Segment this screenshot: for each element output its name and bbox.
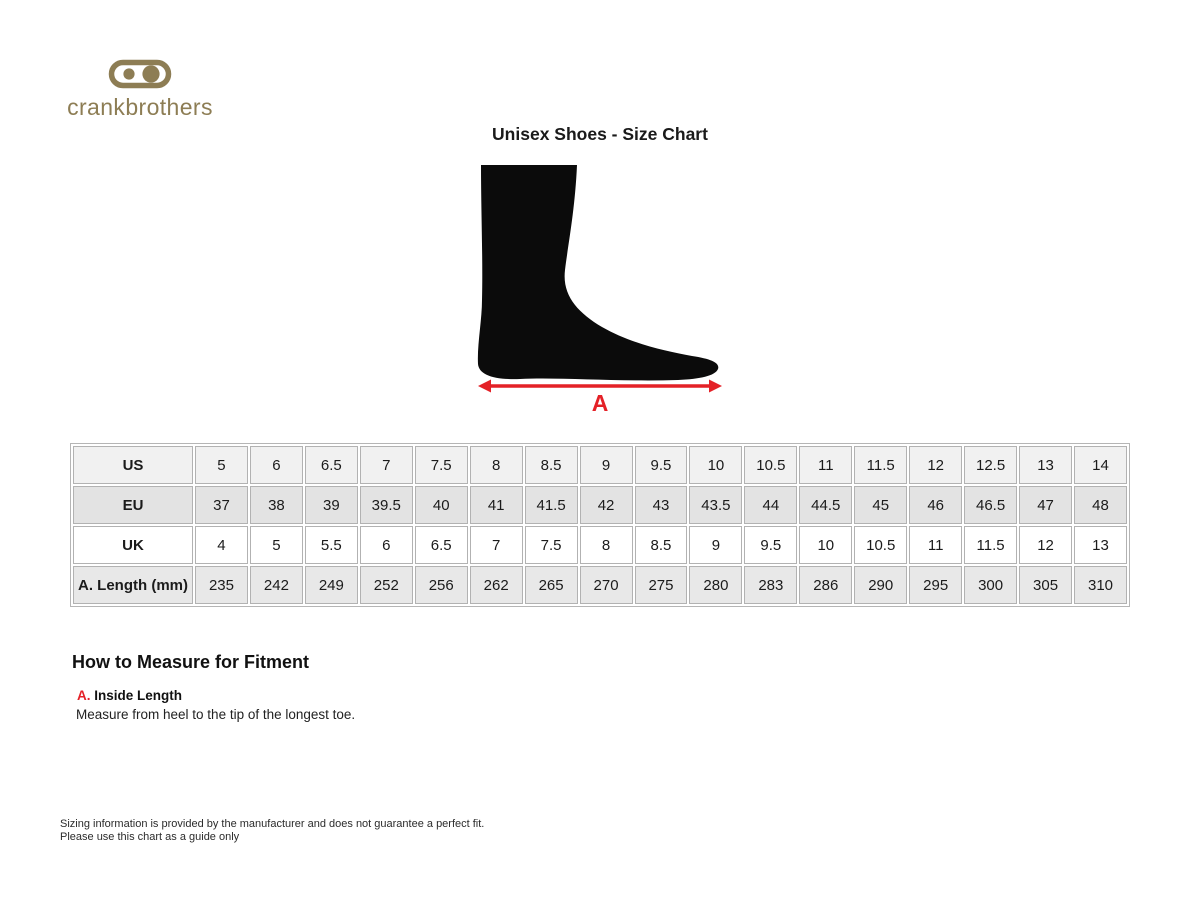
size-cell: 249 <box>305 566 358 604</box>
size-cell: 46.5 <box>964 486 1017 524</box>
size-cell: 48 <box>1074 486 1127 524</box>
measure-item-description: Measure from heel to the tip of the longest toe. <box>76 707 356 722</box>
size-cell: 286 <box>799 566 852 604</box>
brand-wordmark: crankbrothers <box>67 94 213 120</box>
size-cell: 9 <box>689 526 742 564</box>
row-label: A. Length (mm) <box>73 566 193 604</box>
dimension-label-a: A <box>591 390 609 416</box>
foot-diagram <box>470 158 730 398</box>
size-cell: 42 <box>580 486 633 524</box>
size-cell: 47 <box>1019 486 1072 524</box>
size-cell: 7.5 <box>525 526 578 564</box>
size-cell: 14 <box>1074 446 1127 484</box>
size-cell: 265 <box>525 566 578 604</box>
row-label: EU <box>73 486 193 524</box>
size-cell: 10.5 <box>854 526 907 564</box>
size-cell: 242 <box>250 566 303 604</box>
size-cell: 8.5 <box>525 446 578 484</box>
page-title: Unisex Shoes - Size Chart <box>492 124 708 144</box>
footer-disclaimer-line1: Sizing information is provided by the manufacturer and does not guarantee a perfect fit. <box>60 818 485 830</box>
size-cell: 11.5 <box>964 526 1017 564</box>
size-cell: 262 <box>470 566 523 604</box>
size-cell: 9.5 <box>744 526 797 564</box>
size-cell: 280 <box>689 566 742 604</box>
size-cell: 300 <box>964 566 1017 604</box>
size-cell: 4 <box>195 526 248 564</box>
size-cell: 13 <box>1074 526 1127 564</box>
size-cell: 310 <box>1074 566 1127 604</box>
row-label: US <box>73 446 193 484</box>
size-cell: 40 <box>415 486 468 524</box>
size-cell: 6.5 <box>415 526 468 564</box>
size-cell: 290 <box>854 566 907 604</box>
footer-disclaimer <box>60 818 484 843</box>
size-cell: 235 <box>195 566 248 604</box>
size-cell: 5.5 <box>305 526 358 564</box>
size-cell: 8.5 <box>635 526 688 564</box>
size-cell: 252 <box>360 566 413 604</box>
size-cell: 39.5 <box>360 486 413 524</box>
size-cell: 6 <box>250 446 303 484</box>
measure-heading: How to Measure for Fitment <box>72 652 310 672</box>
size-cell: 283 <box>744 566 797 604</box>
size-chart-table-body <box>73 446 1127 604</box>
size-cell: 5 <box>250 526 303 564</box>
row-label: UK <box>73 526 193 564</box>
size-cell: 11 <box>799 446 852 484</box>
size-cell: 10.5 <box>744 446 797 484</box>
table-row <box>73 446 1127 484</box>
measure-item-letter: A. <box>77 688 91 703</box>
foot-silhouette <box>478 165 718 380</box>
brand-logo <box>62 58 218 121</box>
size-cell: 6 <box>360 526 413 564</box>
table-row <box>73 486 1127 524</box>
size-cell: 43.5 <box>689 486 742 524</box>
size-cell: 11 <box>909 526 962 564</box>
size-cell: 7 <box>360 446 413 484</box>
size-cell: 7.5 <box>415 446 468 484</box>
size-cell: 12 <box>1019 526 1072 564</box>
table-row <box>73 566 1127 604</box>
size-cell: 13 <box>1019 446 1072 484</box>
size-cell: 10 <box>799 526 852 564</box>
size-cell: 8 <box>580 526 633 564</box>
size-chart-table <box>70 443 1130 607</box>
size-table-wrap <box>70 443 1130 607</box>
crankbrothers-pedal-icon <box>108 58 172 90</box>
size-cell: 45 <box>854 486 907 524</box>
size-cell: 44 <box>744 486 797 524</box>
size-cell: 6.5 <box>305 446 358 484</box>
size-cell: 11.5 <box>854 446 907 484</box>
footer-disclaimer-line2: Please use this chart as a guide only <box>60 830 240 843</box>
size-cell: 9.5 <box>635 446 688 484</box>
size-cell: 12.5 <box>964 446 1017 484</box>
size-cell: 7 <box>470 526 523 564</box>
size-cell: 10 <box>689 446 742 484</box>
size-cell: 44.5 <box>799 486 852 524</box>
measure-item-label <box>77 688 182 703</box>
size-cell: 37 <box>195 486 248 524</box>
size-cell: 43 <box>635 486 688 524</box>
size-cell: 275 <box>635 566 688 604</box>
size-cell: 8 <box>470 446 523 484</box>
size-cell: 295 <box>909 566 962 604</box>
table-row <box>73 526 1127 564</box>
size-cell: 5 <box>195 446 248 484</box>
size-cell: 9 <box>580 446 633 484</box>
size-cell: 270 <box>580 566 633 604</box>
size-cell: 41 <box>470 486 523 524</box>
size-cell: 38 <box>250 486 303 524</box>
size-cell: 46 <box>909 486 962 524</box>
size-cell: 41.5 <box>525 486 578 524</box>
size-cell: 39 <box>305 486 358 524</box>
size-cell: 12 <box>909 446 962 484</box>
measure-item-title: Inside Length <box>90 688 183 703</box>
size-cell: 305 <box>1019 566 1072 604</box>
size-cell: 256 <box>415 566 468 604</box>
